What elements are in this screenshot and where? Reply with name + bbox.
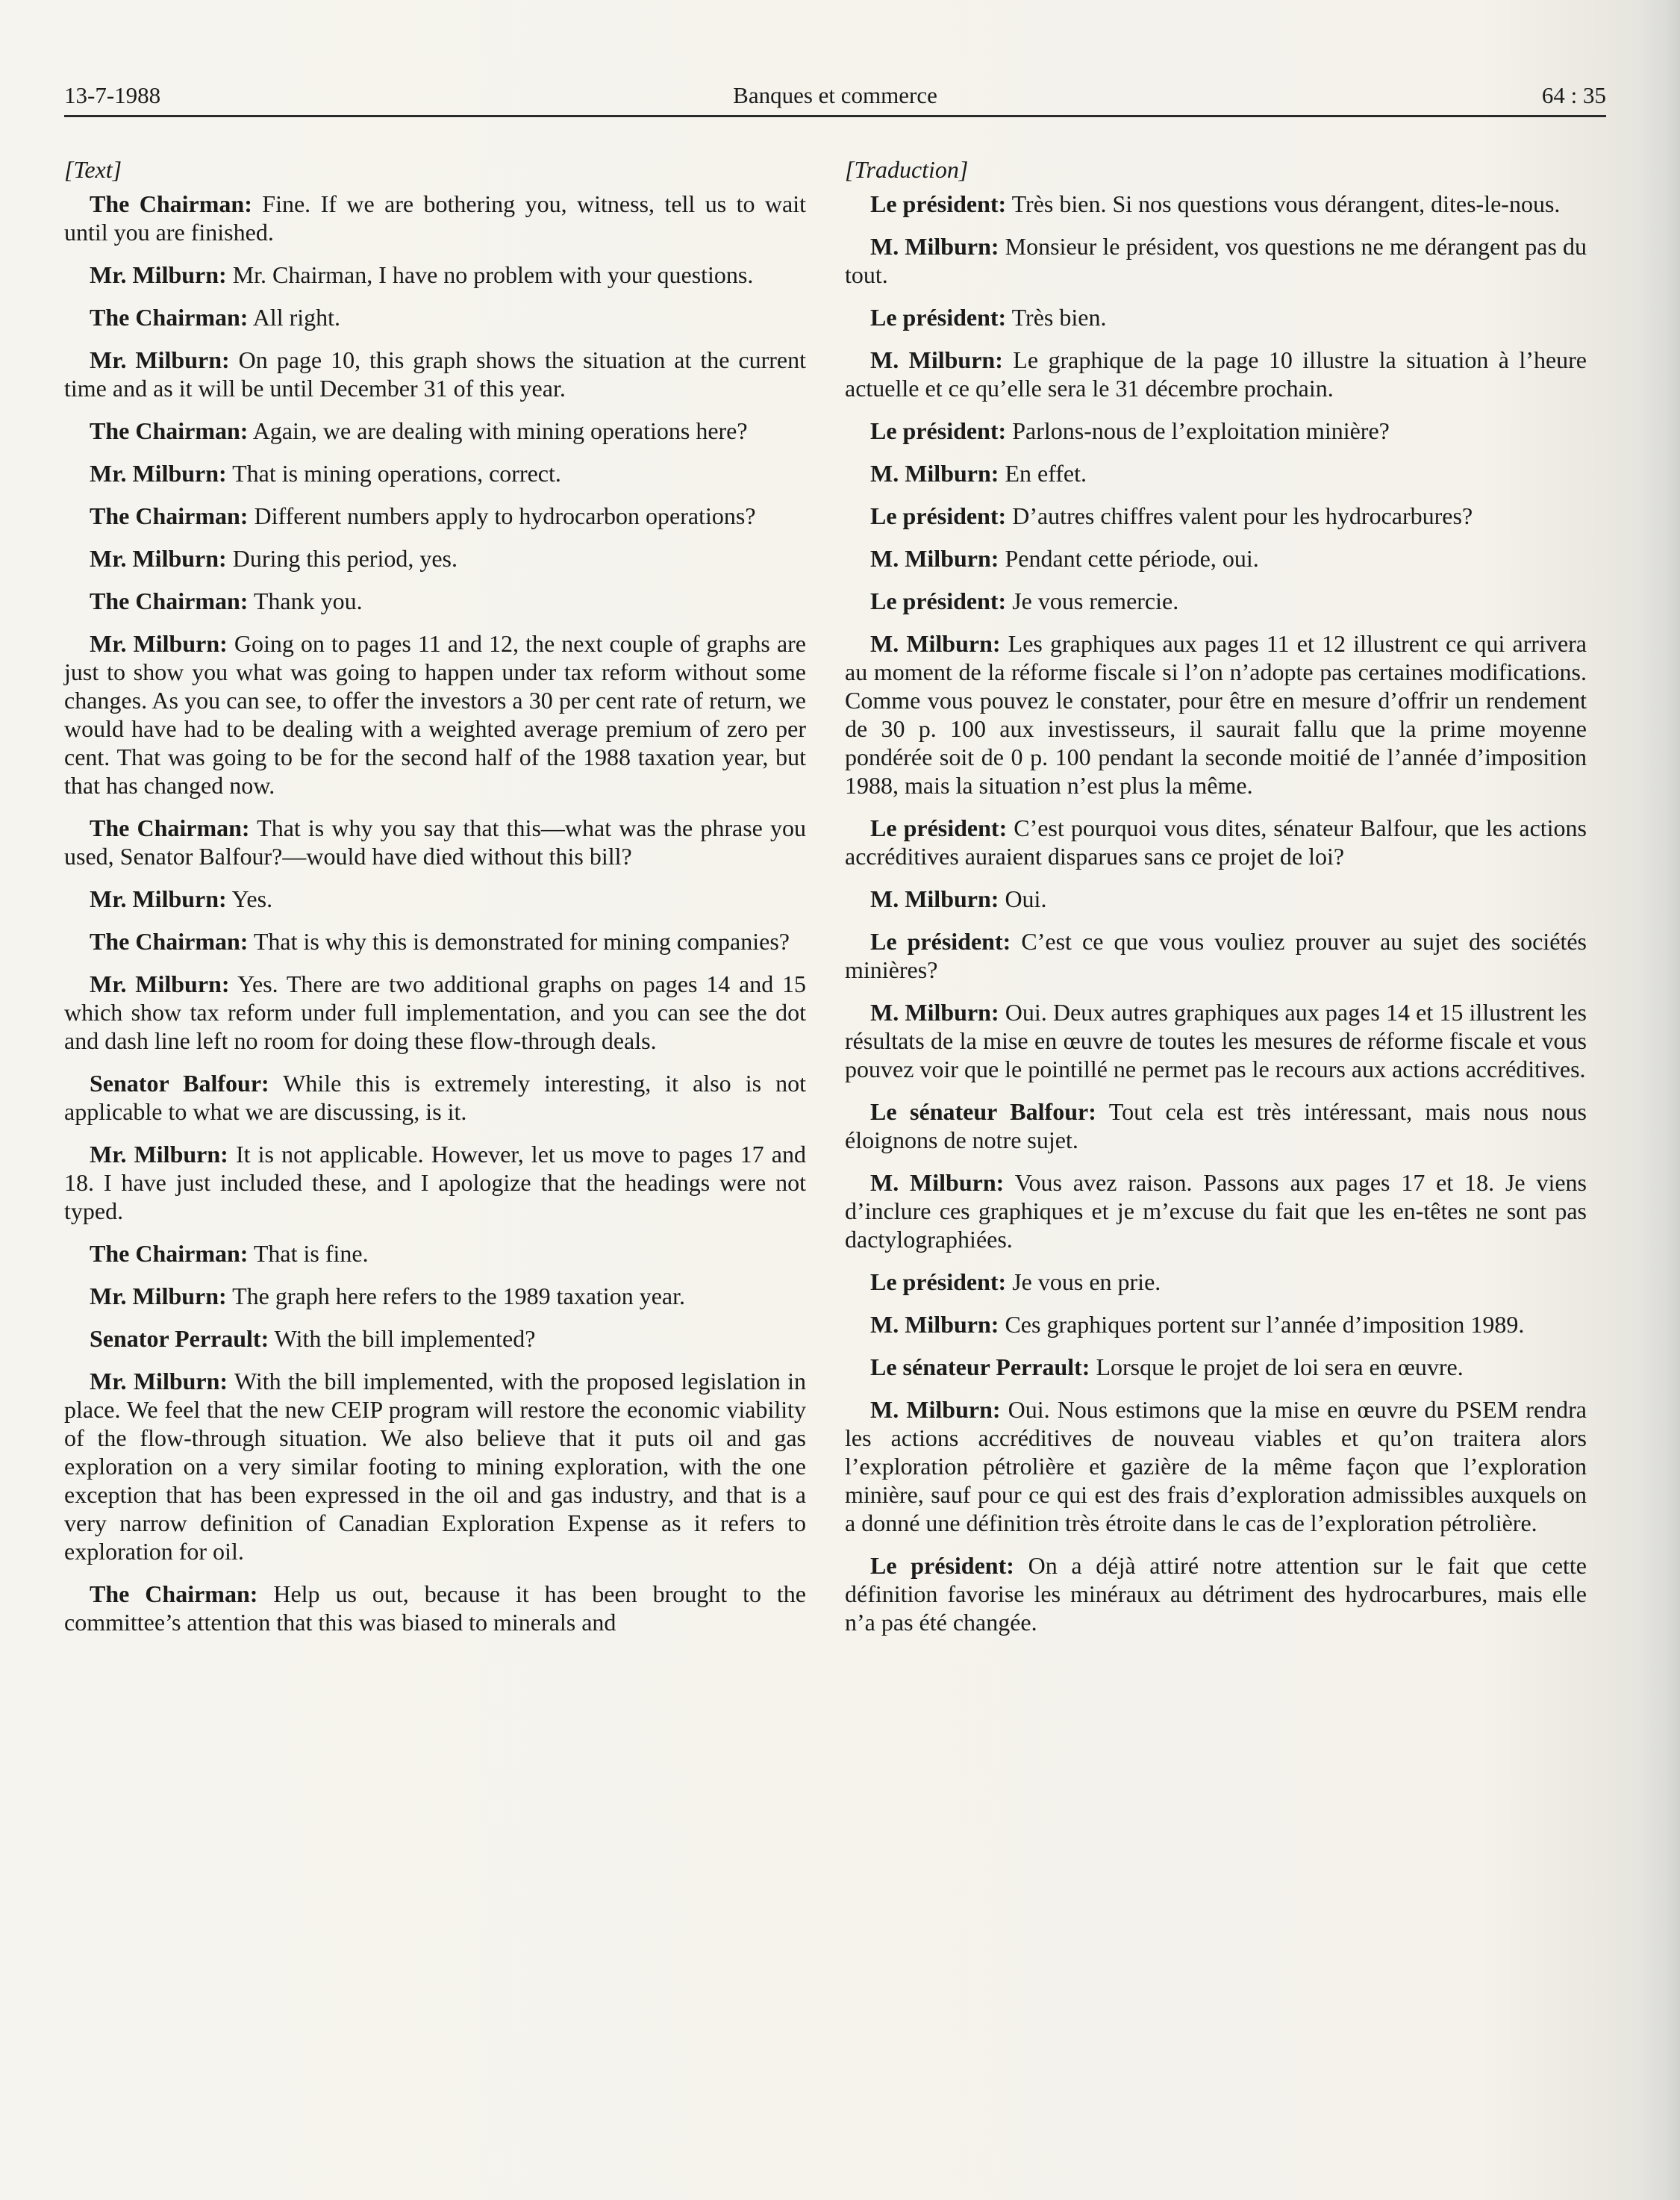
transcript-entry: [845, 629, 1587, 800]
speech-text: Très bien.: [1006, 304, 1107, 331]
speech-text: Thank you.: [248, 588, 363, 614]
speaker-name: M. Milburn:: [870, 545, 999, 572]
speech-text: Très bien. Si nos questions vous dérangent, dites-le-nous.: [1006, 190, 1561, 217]
transcript-entry: [64, 502, 806, 530]
speech-text: It is not applicable. However, let us move to pages 17 and 18. I have just included these, and I apologize that the headings were not typed.: [64, 1141, 807, 1224]
speech-text: On a déjà attiré notre attention sur le fait que cette définition favorise les minéraux au détriment des hydrocarbures, mais elle n’a pas été changée.: [845, 1552, 1587, 1636]
speaker-name: Mr. Milburn:: [90, 885, 227, 912]
speech-text: While this is extremely interesting, it also is not applicable to what we are discussing, is it.: [64, 1070, 807, 1125]
speech-text: Monsieur le président, vos questions ne me dérangent pas du tout.: [845, 233, 1587, 288]
speaker-name: Le président:: [870, 502, 1007, 529]
speaker-name: Mr. Milburn:: [90, 1283, 227, 1309]
speaker-name: Senator Perrault:: [90, 1325, 269, 1352]
speaker-name: Le sénateur Balfour:: [870, 1098, 1096, 1125]
speech-text: En effet.: [999, 460, 1087, 487]
transcript-entry: [64, 417, 806, 445]
transcript-entry: [845, 232, 1587, 289]
speaker-name: Le président:: [870, 1552, 1014, 1579]
speaker-name: The Chairman:: [90, 814, 250, 841]
speaker-name: M. Milburn:: [870, 999, 999, 1026]
running-header: [64, 78, 1606, 115]
speaker-name: Mr. Milburn:: [90, 460, 227, 487]
transcript-entry: [845, 1310, 1587, 1339]
speaker-name: Senator Balfour:: [90, 1070, 269, 1097]
speech-text: Oui. Nous estimons que la mise en œuvre du PSEM rendra les actions accréditives de nouveau viables et qu’on traitera alors l’exploration pétrolière et gazière de la même façon que l’exploration minière, sauf pour ce qui est des frais d’exploration admissibles auxquels on a donné une définition très étroite dans le cas de l’exploration pétrolière.: [845, 1396, 1587, 1536]
transcript-entry: [64, 629, 806, 800]
speaker-name: M. Milburn:: [870, 1311, 999, 1338]
speech-text: Ces graphiques portent sur l’année d’imposition 1989.: [999, 1311, 1525, 1338]
transcript-entry: [845, 1353, 1587, 1381]
speech-text: Oui. Deux autres graphiques aux pages 14 et 15 illustrent les résultats de la mise en œuvre de toutes les mesures de réforme fiscale et vous pouvez voir que le pointillé ne permet pas le recours aux actions accréditives.: [845, 999, 1587, 1082]
transcript-entry: [64, 927, 806, 956]
speech-text: That is why this is demonstrated for mining companies?: [248, 928, 790, 955]
speech-text: On page 10, this graph shows the situation at the current time and as it will be until December 31 of this year.: [64, 346, 807, 402]
transcript-entry: [845, 346, 1587, 402]
speaker-name: Mr. Milburn:: [90, 630, 228, 657]
speaker-name: Le président:: [870, 814, 1008, 841]
transcript-entry: [845, 927, 1587, 984]
speech-text: Yes. There are two additional graphs on pages 14 and 15 which show tax reform under full implementation, and you can see the dot and dash line left no room for doing these flow-through deals.: [64, 970, 807, 1054]
speech-text: Yes.: [226, 885, 273, 912]
speaker-name: The Chairman:: [90, 502, 249, 529]
header-rule: [64, 115, 1606, 117]
speaker-name: The Chairman:: [90, 190, 252, 217]
transcript-entry: [845, 814, 1587, 870]
speech-text: Pendant cette période, oui.: [999, 545, 1259, 572]
transcript-entry: [845, 502, 1587, 530]
speech-text: That is mining operations, correct.: [226, 460, 561, 487]
speaker-name: Mr. Milburn:: [90, 261, 227, 288]
transcript-entry: [64, 346, 806, 402]
speaker-name: The Chairman:: [90, 588, 249, 614]
transcript-entry: [64, 303, 806, 331]
transcript-entry: [64, 459, 806, 487]
transcript-entry: [845, 303, 1587, 331]
speech-text: All right.: [248, 304, 341, 331]
speech-text: Parlons-nous de l’exploitation minière?: [1006, 417, 1390, 444]
speaker-name: Le président:: [870, 304, 1007, 331]
speaker-name: M. Milburn:: [870, 885, 999, 912]
transcript-entry: [64, 261, 806, 289]
english-column-tag: [Text]: [64, 156, 122, 183]
transcript-entry: [64, 544, 806, 573]
speaker-name: The Chairman:: [90, 1240, 249, 1267]
speech-text: Tout cela est très intéressant, mais nous nous éloignons de notre sujet.: [845, 1098, 1587, 1153]
transcript-entry: [845, 885, 1587, 913]
speech-text: C’est ce que vous vouliez prouver au sujet des sociétés minières?: [845, 928, 1587, 983]
speech-text: Help us out, because it has been brought to the committee’s attention that this was biased to minerals and: [64, 1580, 807, 1636]
speech-text: Lorsque le projet de loi sera en œuvre.: [1090, 1353, 1464, 1380]
transcript-entry: [64, 814, 806, 870]
transcript-entry: [64, 1367, 806, 1565]
speech-text: Les graphiques aux pages 11 et 12 illustrent ce qui arrivera au moment de la réforme fiscale si l’on n’adopte pas certaines modifications. Comme vous pouvez le constater, pour être en mesure d’offrir un rendement de 30 p. 100 aux investisseurs, il saurait fallu que la prime moyenne pondérée soit de 0 p. 100 pendant la seconde moitié de l’année d’imposition 1988, mais la situation n’est plus la même.: [845, 630, 1587, 799]
french-column: [845, 155, 1587, 1651]
speech-text: That is fine.: [248, 1240, 369, 1267]
speaker-name: The Chairman:: [90, 928, 249, 955]
transcript-entry: [845, 1097, 1587, 1154]
speaker-name: Mr. Milburn:: [90, 970, 230, 997]
transcript-entry: [845, 417, 1587, 445]
speech-text: Je vous remercie.: [1006, 588, 1179, 614]
transcript-entry: [64, 587, 806, 615]
speaker-name: Mr. Milburn:: [90, 346, 230, 373]
page-edge-shadow: [1641, 0, 1680, 2200]
transcript-entry: [845, 190, 1587, 218]
speaker-name: Le président:: [870, 1268, 1007, 1295]
speaker-name: Mr. Milburn:: [90, 545, 227, 572]
speech-text: That is why you say that this—what was the phrase you used, Senator Balfour?—would have died without this bill?: [64, 814, 807, 870]
transcript-entry: [845, 459, 1587, 487]
speech-text: Vous avez raison. Passons aux pages 17 et 18. Je viens d’inclure ces graphiques et je m’excuse du fait que les en-têtes ne sont pas dactylographiées.: [845, 1169, 1587, 1253]
french-transcript: [845, 190, 1587, 1636]
speaker-name: Le président:: [870, 190, 1007, 217]
header-date: 13-7-1988: [64, 82, 161, 108]
speech-text: Going on to pages 11 and 12, the next couple of graphs are just to show you what was going to happen under tax reform without some changes. As you can see, to offer the investors a 30 per cent rate of return, we would have had to be dealing with a weighted average premium of zero per cent. That was going to be for the second half of the 1988 taxation year, but that has changed now.: [64, 630, 807, 799]
speech-text: Je vous en prie.: [1006, 1268, 1161, 1295]
speaker-name: M. Milburn:: [870, 233, 999, 260]
speaker-name: The Chairman:: [90, 304, 249, 331]
speaker-name: Mr. Milburn:: [90, 1368, 228, 1395]
speech-text: During this period, yes.: [226, 545, 458, 572]
speaker-name: M. Milburn:: [870, 346, 1003, 373]
speaker-name: The Chairman:: [90, 417, 249, 444]
transcript-entry: [64, 1069, 806, 1126]
speech-text: D’autres chiffres valent pour les hydrocarbures?: [1006, 502, 1473, 529]
speech-text: Fine. If we are bothering you, witness, tell us to wait until you are finished.: [64, 190, 807, 246]
speech-text: The graph here refers to the 1989 taxation year.: [226, 1283, 685, 1309]
speaker-name: M. Milburn:: [870, 1396, 1001, 1423]
speech-text: Mr. Chairman, I have no problem with your questions.: [226, 261, 754, 288]
speaker-name: The Chairman:: [90, 1580, 258, 1607]
header-title: Banques et commerce: [733, 82, 937, 108]
speech-text: With the bill implemented?: [269, 1325, 536, 1352]
speech-text: C’est pourquoi vous dites, sénateur Balfour, que les actions accréditives auraient disparues sans ce projet de loi?: [845, 814, 1587, 870]
speech-text: Le graphique de la page 10 illustre la situation à l’heure actuelle et ce qu’elle sera le 31 décembre prochain.: [845, 346, 1587, 402]
transcript-entry: [64, 885, 806, 913]
transcript-entry: [64, 970, 806, 1055]
speech-text: Different numbers apply to hydrocarbon operations?: [248, 502, 756, 529]
header-page-number: 64 : 35: [1541, 82, 1606, 108]
english-column: [64, 155, 806, 1651]
transcript-entry: [845, 1551, 1587, 1636]
speaker-name: Le président:: [870, 588, 1007, 614]
transcript-entry: [845, 998, 1587, 1083]
speaker-name: Le sénateur Perrault:: [870, 1353, 1090, 1380]
speaker-name: M. Milburn:: [870, 460, 999, 487]
speaker-name: Mr. Milburn:: [90, 1141, 228, 1168]
transcript-entry: [845, 544, 1587, 573]
transcript-entry: [64, 1580, 806, 1636]
speech-text: Oui.: [999, 885, 1047, 912]
transcript-entry: [845, 587, 1587, 615]
speaker-name: M. Milburn:: [870, 1169, 1005, 1196]
transcript-entry: [64, 1324, 806, 1353]
transcript-entry: [64, 1282, 806, 1310]
french-column-tag: [Traduction]: [845, 156, 969, 183]
speech-text: Again, we are dealing with mining operations here?: [248, 417, 748, 444]
speaker-name: Le président:: [870, 417, 1007, 444]
transcript-entry: [64, 1239, 806, 1268]
transcript-entry: [64, 190, 806, 246]
speaker-name: Le président:: [870, 928, 1011, 955]
transcript-entry: [845, 1268, 1587, 1296]
transcript-entry: [64, 1140, 806, 1225]
english-transcript: [64, 190, 806, 1636]
transcript-entry: [845, 1395, 1587, 1537]
speech-text: With the bill implemented, with the proposed legislation in place. We feel that the new CEIP program will restore the economic viability of the flow-through situation. We also believe that it puts oil and gas exploration on a very similar footing to mining exploration, with the one exception that has been expressed in the oil and gas industry, and that is a very narrow definition of Canadian Exploration Expense as it refers to exploration for oil.: [64, 1368, 807, 1565]
transcript-entry: [845, 1168, 1587, 1253]
speaker-name: M. Milburn:: [870, 630, 1001, 657]
